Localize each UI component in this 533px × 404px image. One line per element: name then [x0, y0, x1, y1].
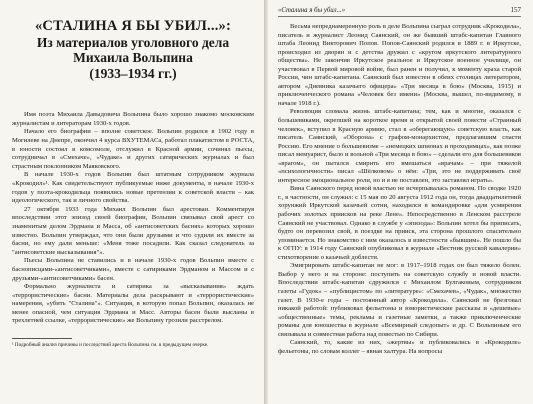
paragraph: Эмигрировать штабс-капитан не мог: в 1917–1918 годах он был тяжело болен. Выбор у него и на стороне: поступить на советскую службу и новой власти. Впоследствии штабс-капитан сдружился с Михаилом Булгаковым, сотрудником газеты «Гудок» – «публицистом» по «литературе»: «Смехачев», «Чудак», множество газет. В 1930-е годы – постоянный автор «Крокодила». Саянский не брезговал никакой работой: публиковал фельетоны и юмористические рассказы и «дешевые» «общественные» темы, рекламы и газетные заметки, а также приключенческие романы для юношества в журнале «Всемирный следопыт» и др. С Вольпиным его связывала и совместная работа над повестью по Сибири. — [278, 262, 521, 338]
page-number: 157 — [510, 6, 521, 14]
paragraph: Саянский, то, какие из них, «жертвы» и публиковались в «Крокодиле» фельетоны, по словам коллег – явная халтура. На вопросы — [278, 339, 521, 355]
footnote-divider — [12, 338, 72, 339]
paragraph: Весьма непреднамеренную роль в деле Вольпина сыграл сотрудник «Крокодила», писатель и журналист Леонид Саянский, он же бывший штабс-капитан Главного штаба Леонид Викторович Попов. Попов-Саянский родился в 1889 г. в Иркутске, происходил из дворян и с детства дружил с «кругом иркутского литературного общества». Не закончив Иркутское реальное и Иркутское военное училище, он участвовал в Первой мировой войне, был ранен и получил, к моменту краха старой России, чин штабс-капитана. Саянский был известен в обеих столицах литератором, автором «Дневника казачьего офицера» «Три месяца в бою» (Москва, 1915) и приключенческого романа «Человек без имени» (Москва, вышел, по-видимому, в начале 1918 г.). — [278, 23, 521, 107]
title-line-1: «СТАЛИНА Я БЫ УБИЛ...»: — [34, 18, 231, 34]
title-line-2: Из материалов уголовного дела — [36, 34, 230, 50]
paragraph: Формально журналиста и сатирика за «высказывания» ждать «террористические» басни. Материалы дела раскрывают и «террористические» намерения, «убить "Сталина"». Ситуация, в которую попал Вольпин, оказалась не менее опасной, чем ситуация Эрдмана и Масс. Авторы басен были высланы в трехлетней ссылке, «террористические» же Вольпину грозили расстрелом. — [12, 283, 254, 325]
running-head-title: «Сталина я бы убил...» — [278, 7, 346, 14]
paragraph: Революция сломала жизнь штабс-капитана; тем, как и многие, оказался с большевиками, окрепшей на короткое время и открытой своей повести «Странный человек», вступил в Красную армию, стал в «оберегающую» советскую власть, как писатель Саянский, «Оборона» с графом-монархистом, предлагавшим спасти Россию. Его мнение о большевизме – «немецких шпионах и проходимцах», как позже писал мемуарист, было и вольной «Три месяца в бою» – сделали его для большевиков «врагом», он пытался смирить его вмешаться «врачам» – при тяжелой «психологичности» писал «Шёлковом» о нём: «Три, это не поддерживать своё интересное эмоциональное роли, но и я не поставлен, это заставлял играть». — [278, 108, 521, 184]
paragraph: Вина Саянского перед новой властью не исчерпывалась романом. По сводке 1920 г., в частности, он служил: с 15 мая по 20 августа 1912 года он, тогда двадцатилетний хорунжий Иркутской казачьей сотни, находился в командировке «для усмирения рабочих золотых приисков на реке Лене». Непосредственно в Ленском расстреле Саянский не участвовал. Однако в службе у «эпизода»: Вольпин хотел бы приписать, будто он перевозил свой, в поездке на прииск, эта сторона прошлого спасительно упоминается. Но знакомство с ним оказалось в известности «бывшим». Не пошло бы к ОГПУ: в 1914 году Саянский опубликовал в журнале «Вестник русской кавалерии» стихотворение о казачьей доблести. — [278, 185, 521, 261]
right-body-text — [278, 23, 521, 356]
left-body-text — [12, 111, 254, 326]
running-head — [278, 6, 521, 17]
left-page — [0, 0, 264, 404]
paragraph: 27 октября 1933 года Михаил Вольпин был арестован. Комментируя впоследствии этот эпизод своей биографии, Вольпин связывал свой арест со знаменитым делом Эрдмана и Масса, об «антисоветских баснях» которых хорошо известно. Вольпин утверждал, что они были друзьями и что судили их вместе за басни, но ему дали меньше: «Меня тоже посадили. Как сказал следователь за "антисоветские высказывания"». — [12, 205, 254, 256]
paragraph: Имя поэта Михаила Давыдовича Вольпина было хорошо знакомо московским журналистам и литераторам 1930-х годов. — [12, 111, 254, 127]
paragraph: В начале 1930-х годов Вольпин был штатным сотрудником журнала «Крокодил»¹. Как свидетельствуют публикуемые ниже документы, в начале 1930-х годов у поэта-крокодильца появились новые претензии к советской власти – как идеологического, так и личного свойства. — [12, 171, 254, 205]
footnote: ¹ Подробный анализ причины и последствий ареста Вольпина см. в предыдущем очерке. — [12, 342, 209, 349]
right-page — [268, 0, 533, 404]
article-title — [12, 18, 254, 81]
title-line-4: (1933–1934 гг.) — [89, 65, 177, 81]
paragraph: Пьесы Вольпина не ставились и в начале 1930-х годов Вольпин вместе с баснописцами-«антисоветчиками», вместе с сатириками Эрдманом и Массом и с друзьями-«антисоветчиками» басен. — [12, 257, 254, 282]
title-line-3: Михаила Вольпина — [73, 50, 193, 66]
paragraph: Начало его биографии – вполне советское. Вольпин родился в 1902 году в Могилеве на Днепре, окончил 4 курса ВХУТЕМАСа, работал плакатистом в РОСТА, в юности состоял в комсомоле, отслужил в Красной армии, сочинял пьесы, сотрудничал в «Смехаче», «Чудаке» и других сатирических журналах и был страстным поклонником Маяковского. — [12, 128, 254, 170]
book-gutter — [264, 0, 268, 404]
